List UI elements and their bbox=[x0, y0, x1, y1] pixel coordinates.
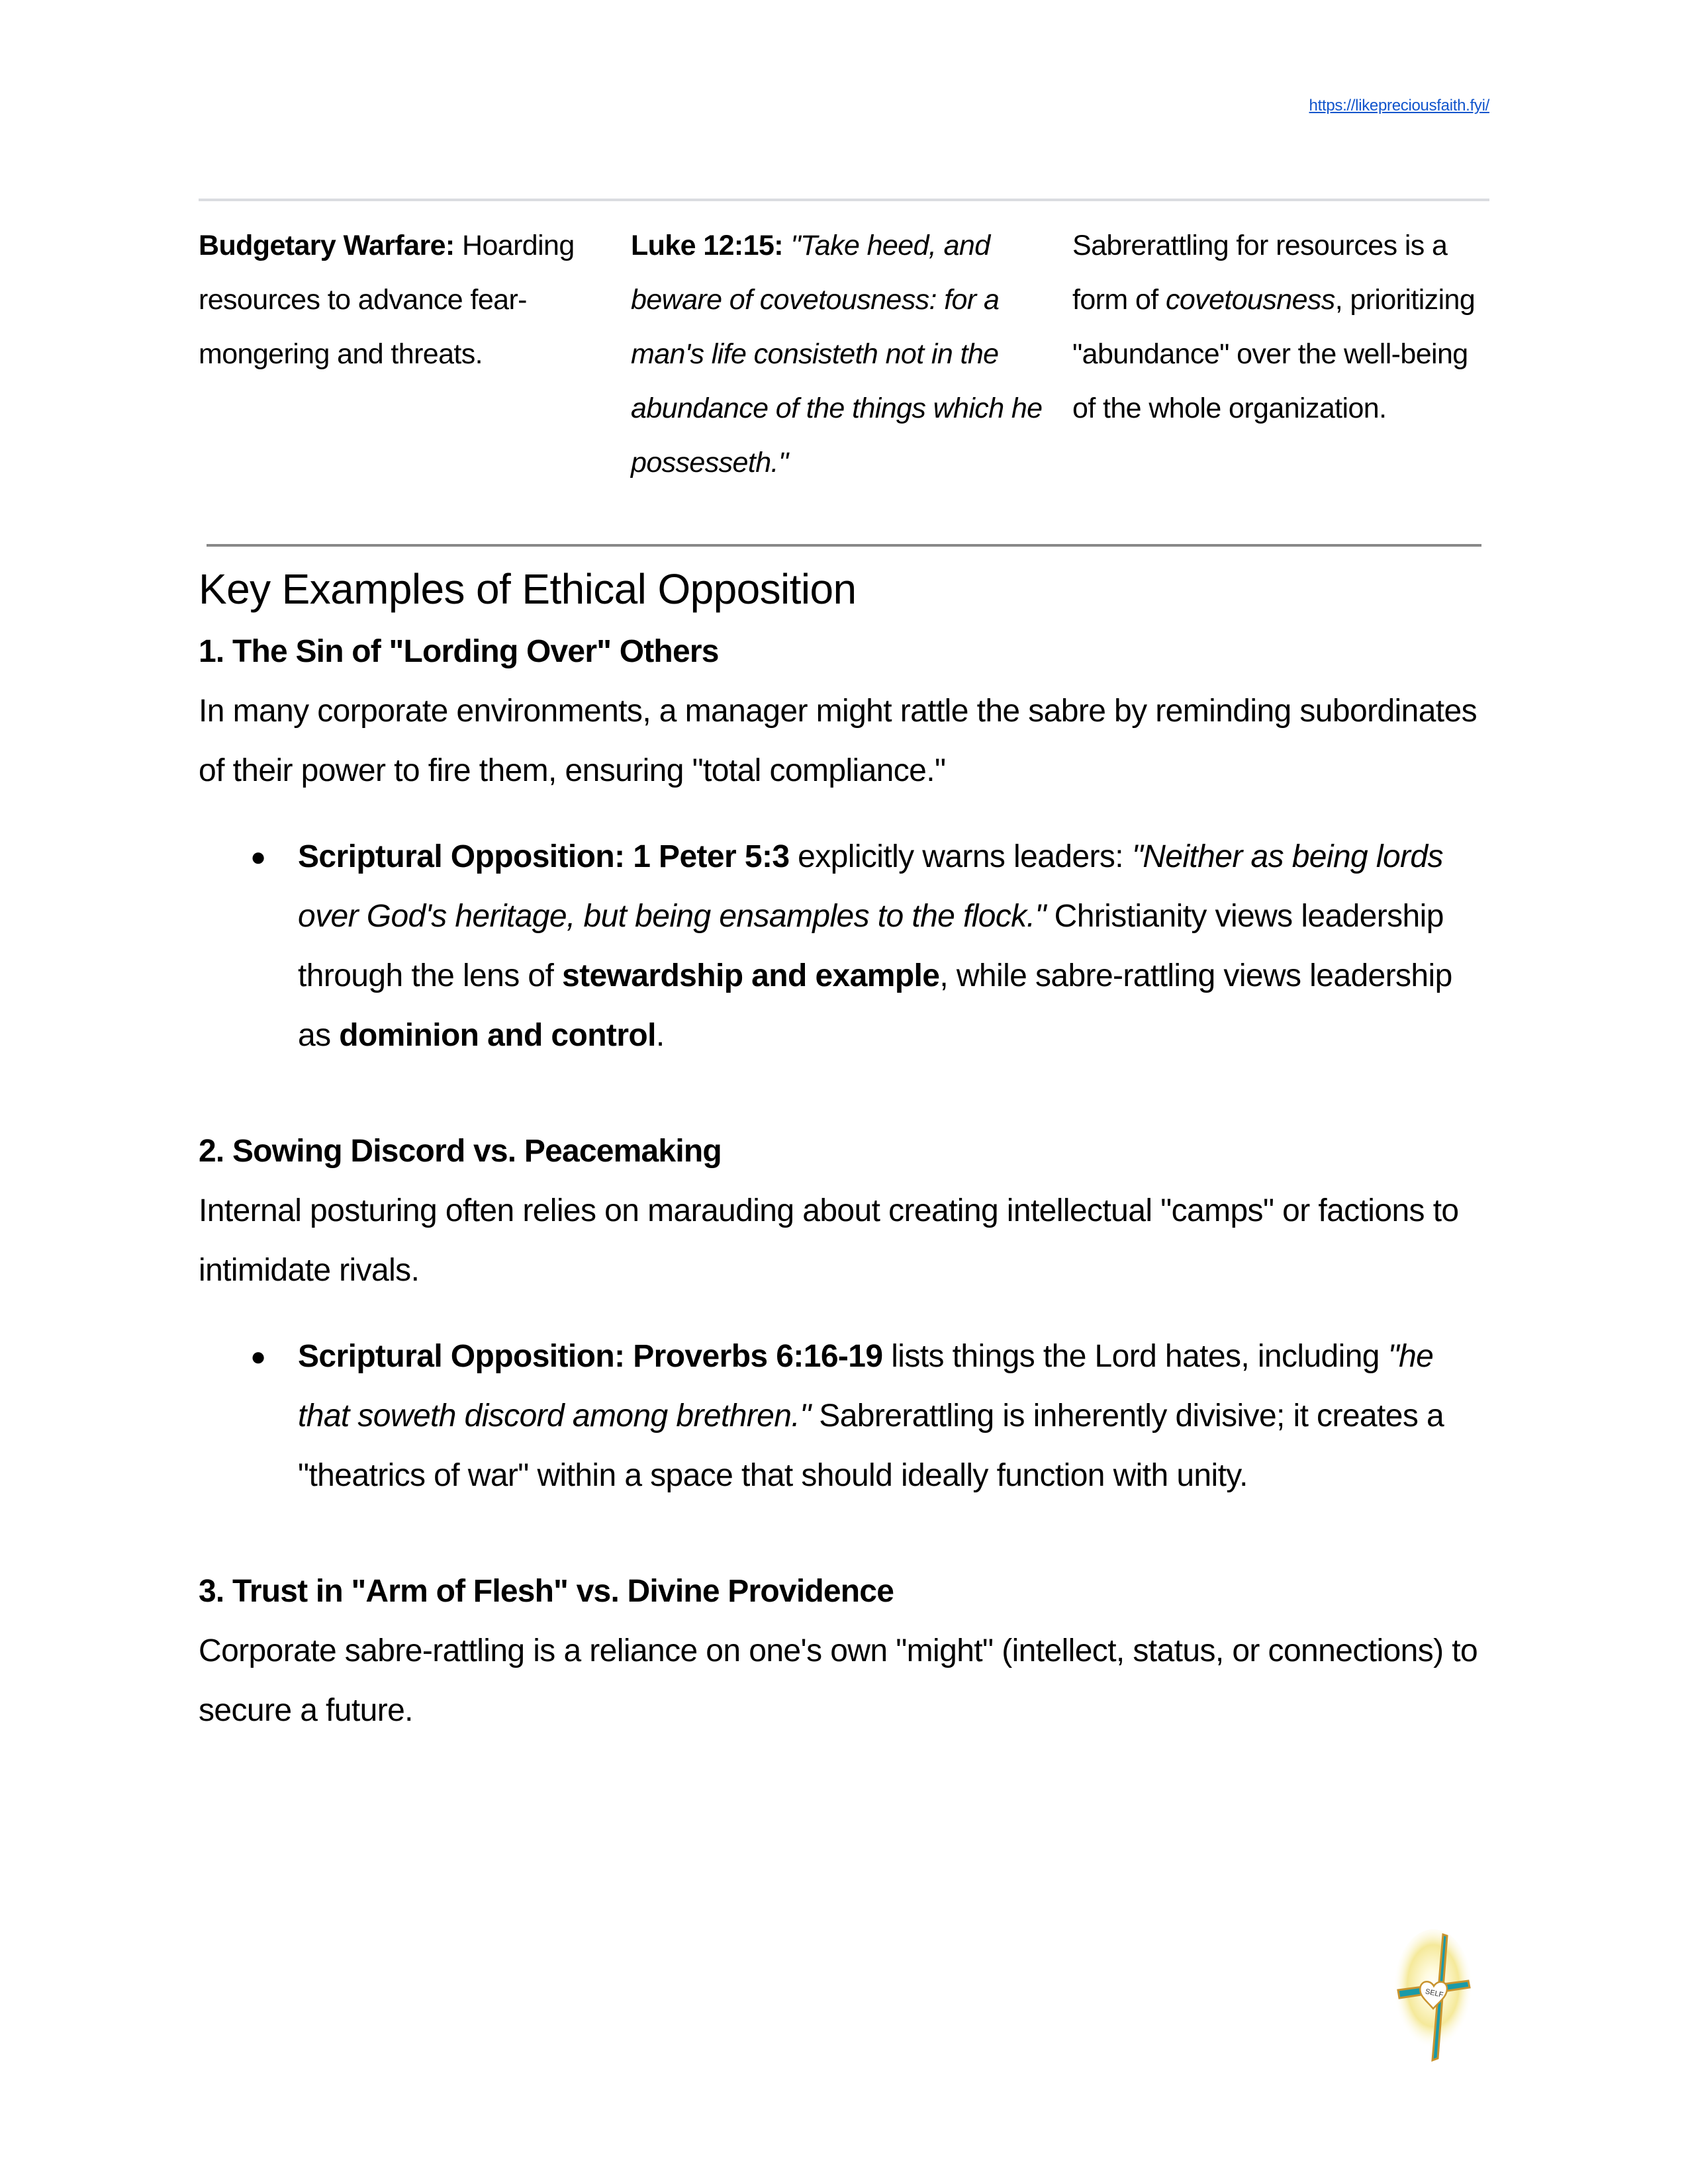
bullet-bold: dominion and control bbox=[339, 1018, 656, 1053]
bullet-quote: "he that soweth discord among brethren." bbox=[298, 1339, 1434, 1433]
table-top-border bbox=[199, 199, 1489, 201]
table-cell-scripture bbox=[631, 218, 1072, 490]
main-content bbox=[199, 556, 1489, 1741]
analysis-emphasis: covetousness bbox=[1165, 284, 1335, 316]
bullet-item bbox=[199, 1327, 1489, 1506]
example-body-2: Internal posturing often relies on marauding about creating intellectual "camps" or factions to intimidate rivals. bbox=[199, 1193, 1459, 1288]
bullet-bold-ref: Scriptural Opposition: 1 Peter 5:3 bbox=[298, 839, 790, 874]
example-body-3: Corporate sabre-rattling is a reliance on one's own "might" (intellect, status, or connections) to secure a future. bbox=[199, 1633, 1478, 1728]
example-heading-2: 2. Sowing Discord vs. Peacemaking bbox=[199, 1134, 722, 1169]
bullet-text: lists things the Lord hates, including bbox=[882, 1339, 1388, 1374]
example-bullets-1 bbox=[199, 827, 1489, 1066]
bullet-item bbox=[199, 827, 1489, 1066]
analysis-text-post: , prioritizing "abundance" over the well-being of the whole organization. bbox=[1072, 284, 1476, 424]
cross-heart-logo bbox=[1390, 1923, 1476, 2075]
svg-text:SELF: SELF bbox=[1424, 1987, 1444, 1999]
table-cell-analysis bbox=[1072, 218, 1489, 490]
bullet-icon: ● bbox=[250, 1342, 266, 1371]
example-body-1: In many corporate environments, a manager might rattle the sabre by reminding subordinates of their power to fire them, ensuring "total compliance." bbox=[199, 694, 1477, 788]
site-link[interactable]: https://likepreciousfaith.fyi/ bbox=[1309, 97, 1489, 114]
bullet-quote: "Neither as being lords over God's heritage, but being ensamples to the flock." bbox=[298, 839, 1443, 934]
bullet-text: . bbox=[655, 1018, 665, 1053]
example-bullets-2 bbox=[199, 1327, 1489, 1506]
cross-icon bbox=[1390, 1923, 1476, 2075]
section-title: Key Examples of Ethical Opposition bbox=[199, 565, 857, 613]
scripture-ref: Luke 12:15: bbox=[631, 230, 784, 261]
example-heading-1: 1. The Sin of "Lording Over" Others bbox=[199, 634, 719, 669]
bullet-icon: ● bbox=[250, 842, 266, 872]
bullet-text: , while sabre-rattling views leadership as bbox=[298, 958, 1452, 1053]
bullet-bold-ref: Scriptural Opposition: Proverbs 6:16-19 bbox=[298, 1339, 883, 1374]
comparison-table-row bbox=[199, 218, 1489, 490]
scripture-quote: "Take heed, and beware of covetousness: for a man's life consisteth not in the abundance of the things which he possesseth." bbox=[631, 230, 1043, 478]
bullet-text: Sabrerattling is inherently divisive; it creates a "theatrics of war" within a space that should ideally function with unity. bbox=[298, 1398, 1444, 1493]
tactic-text: Hoarding resources to advance fear-mongering and threats. bbox=[199, 230, 575, 370]
tactic-label: Budgetary Warfare: bbox=[199, 230, 455, 261]
example-heading-3: 3. Trust in "Arm of Flesh" vs. Divine Providence bbox=[199, 1574, 894, 1609]
bullet-text: Christianity views leadership through the lens of bbox=[298, 899, 1444, 993]
table-cell-tactic bbox=[199, 218, 631, 490]
bullet-text: explicitly warns leaders: bbox=[789, 839, 1132, 874]
analysis-text-pre: Sabrerattling for resources is a form of bbox=[1072, 230, 1448, 316]
bullet-bold: stewardship and example bbox=[561, 958, 940, 993]
horizontal-divider bbox=[207, 544, 1481, 547]
